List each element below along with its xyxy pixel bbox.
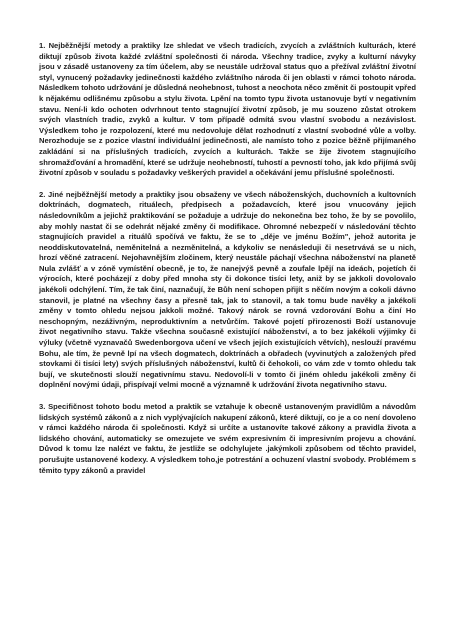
paragraph-3: 3. Specifičnost tohoto bodu metod a praktik se vztahuje k obecně ustanoveným pravidlům a návodům lidských systémů zákonů a z nich vyplývajících nakupení zákonů, které diktují, co je a co není dovoleno v rámci každého národa či společnosti. Když si určíte a ustanovíte takové zákony a pravidla života a lidského chování, automaticky se omezujete ve svém expresivním či impresivním projevu a chování. Důvod k tomu lze nalézt ve faktu, že jestliže se odchylujete .jakýmkoli způsobem od těchto pravidel, porušujte ustanovené kodexy. A výsledkem toho,je potrestání a ochuzení vlastní svobody. Problémem s těmito typy zákonů a pravidel — [39, 402, 416, 475]
paragraph-1: 1. Nejběžnější metody a praktiky lze shledat ve všech tradicích, zvycích a zvláštních kulturách, které diktují způsob života každé zvláštní společnosti či národa. Všechny tradice, zvyky a kulturní návyky jsou v zásadě ustanoveny za tím účelem, aby se neustále udržoval status quo a přežíval zvláštní životní styl, vynucený požadavky jedinečnosti každého zvláštního národa či jen oblasti v rámci tohoto národa. Následkem tohoto udržování je důsledná neohebnost, tuhost a neochota něco změnit či postoupit vpřed k nějakému odlišnému způsobu a stylu života. Lpění na tomto typu života ustanovuje bytí v negativním stavu. Není-li kdo ochoten odvrhnout tento stagnující životní způsob, je mu souzeno zůstat otrokem svých vlastních tradic, zvyků a kultur. V tom případě odmítá svou vlastní svobodu a nezávislost. Výsledkem toho je rozpolození, které mu nedovoluje dělat rozhodnutí z vlastní svobodné vůle a volby. Nerozhoduje se z pozice vlastní individuální jedinečnosti, ale namísto toho z pozice běžně přijímaného zakládání si na příslušných tradicích, zvycích a kulturách. Takže se žije životem stagnujícího shromažďování a hromadění, které se udržuje neohebností, tuhostí a pevností toho, jak kdo přijímá svůj životní způsob v souladu s požadavky veškerých pravidel a očekávání jemu příslušné společnosti. — [39, 41, 416, 178]
paragraph-2: 2. Jiné nejběžnější metody a praktiky jsou obsaženy ve všech náboženských, duchovních a kultovních doktrínách, dogmatech, rituálech, předpisech a požadavcích, které jsou vnucovány jejich následovníkům a jejichž praktikování se požaduje a udržuje do nekonečna bez toho, že by se povolilo, aby mohly nastat či se odehrát nějaké změny či modifikace. Ohromné nebezpečí v následování těchto stagnujících pravidel a rituálů spočívá ve faktu, že se to „děje ve jménu Božím", jehož autorita je neoddiskutovatelná, neměnitelná a nezměnitelná, a kdykoliv se nenásleduji či nesetrvává se u nich, hrozí věčné zatracení. Nejohavnějším zločinem, který neustále páchají všechna náboženství na planetě Nula zvlášť a v zóně vymístění obecně, je to, že nanejvýš pevně a zoufale lpějí na ideách, pojetích či výrocích, které pocházejí z doby před mnoha sty či dokonce tisíci lety, aniž by se jakkoli dovolovalo jakékoli odchýlení. Tím, že tak činí, naznačují, že Bůh není schopen přijít s něčím novým a cokoli dávno stanovil, je platné na všechny časy a přesně tak, jak to stanovil, a tak tomu bude navěky a jakékoli změny v tomto ohledu nejsou jakkoli možné. Takový nárok se rovná vzdorování Bohu a činí Ho neschopným, nezáživným, neproduktivním a netvůrčím. Takové pojetí přirozenosti Boží ustanovuje život negativního stavu. Takže všechna současně existující náboženství, a to bez jakékoli výjimky či výluky (včetně vyznavačů Swedenborgova učení ve všech jejích existujících větvích), neslouží pravému Bohu, ale tím, že pevně lpí na všech dogmatech, doktrínách a obřadech (vyvinutých a založených před stovkami či tisíci lety) svých příslušných náboženství, kultů či čehokoli, co vám zde v tomto ohledu tak bují, ve skutečnosti slouží negativnímu stavu. Nedovolí-li v tomto či jiném ohledu jakékoli změny či doplnění novými údaji, přispívají velmi mocně a významně k udržování života negativního stavu. — [39, 189, 416, 390]
